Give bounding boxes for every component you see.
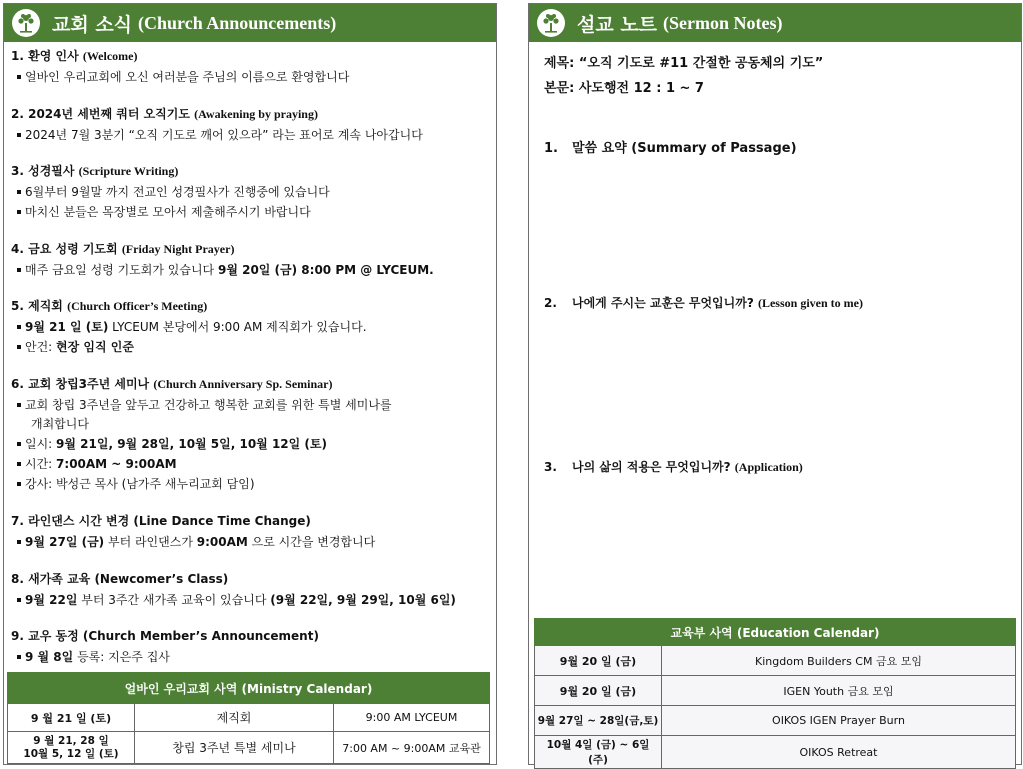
church-tree-logo-icon [537,9,565,37]
section-title: 3. 성경필사 (Scripture Writing) [11,164,179,178]
table-cell-date: 9월 27일 ~ 28일(금,토) [535,706,662,736]
section-anniversary-seminar [11,376,490,492]
section-title: 9. 교우 동정 (Church Member’s Announcement) [11,629,319,643]
table-cell-date: 9월 20 일 (금) [535,676,662,706]
table-cell-event: OIKOS IGEN Prayer Burn [662,706,1016,736]
section-title: 6. 교회 창립3주년 세미나 (Church Anniversary Sp. Seminar) [11,377,333,391]
table-cell-event: OIKOS Retreat [662,736,1016,769]
sermon-subject: 제목: “오직 기도로 #11 간절한 공동체의 기도” [544,56,824,71]
bullet-item: 매주 금요일 성령 기도회가 있습니다 9월 20일 (금) 8:00 PM @ LYCEUM. [11,262,490,278]
announcements-title-ko: 교회 소식 [52,13,133,36]
church-tree-logo-icon [12,9,40,37]
section-welcome [11,48,490,85]
table-row [535,676,1016,706]
question-application: 3. 나의 삶의 적용은 무엇입니까? (Application) [544,460,803,474]
table-row [535,736,1016,769]
bullet-item: 9월 21 일 (토) LYCEUM 본당에서 9:00 AM 제직회가 있습니다. [11,319,490,335]
table-cell-date: 9월 20 일 (금) [535,646,662,676]
section-member-news [11,628,490,665]
sermon-title-en: (Sermon Notes) [663,12,783,33]
bullet-item: 9월 27일 (금) 부터 라인댄스가 9:00AM 으로 시간을 변경합니다 [11,534,490,550]
sermon-passage: 본문: 사도행전 12 : 1 ~ 7 [544,81,704,96]
section-title: 4. 금요 성령 기도회 (Friday Night Prayer) [11,242,235,256]
section-friday-prayer [11,241,490,278]
ministry-calendar-header: 얼바인 우리교회 사역 (Ministry Calendar) [8,673,490,704]
bullet-item: 얼바인 우리교회에 오신 여러분을 주님의 이름으로 환영합니다 [11,69,490,85]
sermon-notes-header [529,4,1021,42]
table-cell-event: 제직회 [135,704,334,732]
sermon-notes-panel [528,3,1022,765]
bullet-item: 교회 창립 3주년을 앞두고 건강하고 행복한 교회를 위한 특별 세미나를 [11,397,490,413]
bullet-item: 2024년 7월 3분기 “오직 기도로 깨어 있으라” 라는 표어로 계속 나아갑니다 [11,127,490,143]
education-calendar-table [534,618,1016,769]
question-lesson: 2. 나에게 주시는 교훈은 무엇입니까? (Lesson given to me) [544,296,863,310]
table-cell-event: IGEN Youth 금요 모임 [662,676,1016,706]
bullet-item: 시간: 7:00AM ~ 9:00AM [11,456,490,472]
section-title: 5. 제직회 (Church Officer’s Meeting) [11,299,208,313]
table-cell-time: 7:00 AM ~ 9:00AM 교육관 [334,732,490,764]
table-cell-date: 10월 4일 (금) ~ 6일 (주) [535,736,662,769]
table-cell-time: 9:00 AM LYCEUM [334,704,490,732]
section-line-dance [11,513,490,550]
table-row [535,646,1016,676]
ministry-calendar-table [7,672,490,764]
table-row [8,704,490,732]
bullet-continuation: 개최합니다 [31,417,89,431]
announcements-title-en: (Church Announcements) [138,12,337,33]
section-newcomers [11,571,490,608]
bullet-item: 9월 22일 부터 3주간 새가족 교육이 있습니다 (9월 22일, 9월 29일, 10월 6일) [11,592,490,608]
table-cell-event: Kingdom Builders CM 금요 모임 [662,646,1016,676]
bullet-item: 강사: 박성근 목사 (남가주 새누리교회 담임) [11,476,490,492]
section-title: 1. 환영 인사 (Welcome) [11,49,138,63]
table-row [535,706,1016,736]
section-awakening [11,106,490,143]
education-calendar-header: 교육부 사역 (Education Calendar) [535,619,1016,646]
section-scripture [11,163,490,220]
table-row [8,732,490,764]
bullet-item: 안건: 현장 임직 인준 [11,339,490,355]
table-cell-date: 9 월 21 일 (토) [8,704,135,732]
section-officers-meeting [11,298,490,355]
table-cell-date: 9 월 21, 28 일 10월 5, 12 일 (토) [8,732,135,764]
section-title: 8. 새가족 교육 (Newcomer’s Class) [11,572,229,586]
question-summary: 1. 말씀 요약 (Summary of Passage) [544,141,797,156]
announcements-header [4,4,496,42]
table-cell-event: 창립 3주년 특별 세미나 [135,732,334,764]
bullet-item: 마치신 분들은 목장별로 모아서 제출해주시기 바랍니다 [11,204,490,220]
bullet-item: 일시: 9월 21일, 9월 28일, 10월 5일, 10월 12일 (토) [11,436,490,452]
section-title: 2. 2024년 세번째 쿼터 오직기도 (Awakening by praying) [11,107,318,121]
bullet-item: 9 월 8일 등록: 지은주 집사 [11,649,490,665]
bullet-item: 6월부터 9월말 까지 전교인 성경필사가 진행중에 있습니다 [11,184,490,200]
section-title: 7. 라인댄스 시간 변경 (Line Dance Time Change) [11,514,311,528]
announcements-panel [3,3,497,765]
sermon-title-ko: 설교 노트 [577,13,658,36]
